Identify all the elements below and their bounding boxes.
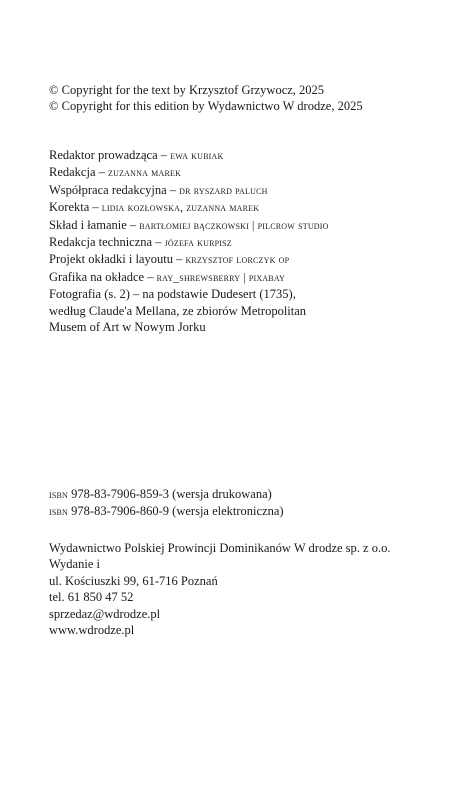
- isbn-label: isbn: [49, 506, 69, 519]
- credits-section: [49, 147, 459, 335]
- credit-name: ray_shrewsberry | pixabay: [156, 271, 286, 284]
- credit-line: [49, 199, 459, 216]
- isbn-value: 978-83-7906-859-3 (wersja drukowana): [71, 487, 272, 501]
- photo-credit-line: według Claude'a Mellana, ze zbiorów Metropolitan: [49, 303, 307, 318]
- credit-name: bartłomiej bączkowski | pilcrow studio: [139, 219, 329, 232]
- credit-line: [49, 269, 459, 286]
- credit-role: Skład i łamanie –: [49, 217, 137, 232]
- publisher-name: Wydawnictwo Polskiej Prowincji Dominikanów W drodze sp. z o.o.: [49, 541, 391, 555]
- publisher-section: [49, 540, 459, 638]
- photo-credit-line: Musem of Art w Nowym Jorku: [49, 320, 206, 335]
- publisher-email: sprzedaz@wdrodze.pl: [49, 606, 161, 621]
- isbn-section: [49, 486, 459, 521]
- isbn-value: 978-83-7906-860-9 (wersja elektroniczna): [71, 504, 284, 519]
- credit-line: [49, 234, 459, 251]
- credit-role: Współpraca redakcyjna –: [49, 182, 177, 197]
- credit-line: [49, 217, 459, 234]
- publisher-address: ul. Kościuszki 99, 61-716 Poznań: [49, 573, 218, 588]
- publisher-phone: tel. 61 850 47 52: [49, 590, 134, 605]
- credit-name: ewa kubiak: [170, 150, 224, 162]
- credit-line: [49, 182, 459, 199]
- credit-line: [49, 164, 459, 181]
- edition-info: Wydanie i: [49, 557, 100, 572]
- isbn-line-print: [49, 486, 459, 503]
- credit-name: krzysztof lorczyk op: [185, 254, 290, 267]
- credit-role: Projekt okładki i layoutu –: [49, 252, 183, 267]
- credit-name: lidia kozłowska, zuzanna marek: [101, 202, 260, 215]
- credit-role: Redakcja –: [49, 165, 105, 180]
- isbn-label: isbn: [49, 489, 69, 501]
- credit-name: józefa kurpisz: [164, 237, 232, 250]
- credit-role: Redakcja techniczna –: [49, 235, 162, 250]
- publisher-website: www.wdrodze.pl: [49, 623, 135, 638]
- copyright-text-line: © Copyright for the text by Krzysztof Grzywocz, 2025: [49, 83, 325, 97]
- isbn-line-ebook: [49, 503, 459, 520]
- credit-role: Grafika na okładce –: [49, 269, 154, 284]
- credit-role: Redaktor prowadząca –: [49, 148, 167, 162]
- credit-name: zuzanna marek: [108, 167, 182, 180]
- credit-line: [49, 251, 459, 268]
- credit-role: Korekta –: [49, 200, 99, 215]
- credit-name: dr ryszard paluch: [179, 184, 268, 197]
- credit-line: [49, 147, 459, 164]
- copyright-section: [49, 82, 459, 115]
- copyright-edition-line: © Copyright for this edition by Wydawnictwo W drodze, 2025: [49, 99, 363, 114]
- photo-credit-line: Fotografia (s. 2) – na podstawie Dudesert (1735),: [49, 287, 296, 302]
